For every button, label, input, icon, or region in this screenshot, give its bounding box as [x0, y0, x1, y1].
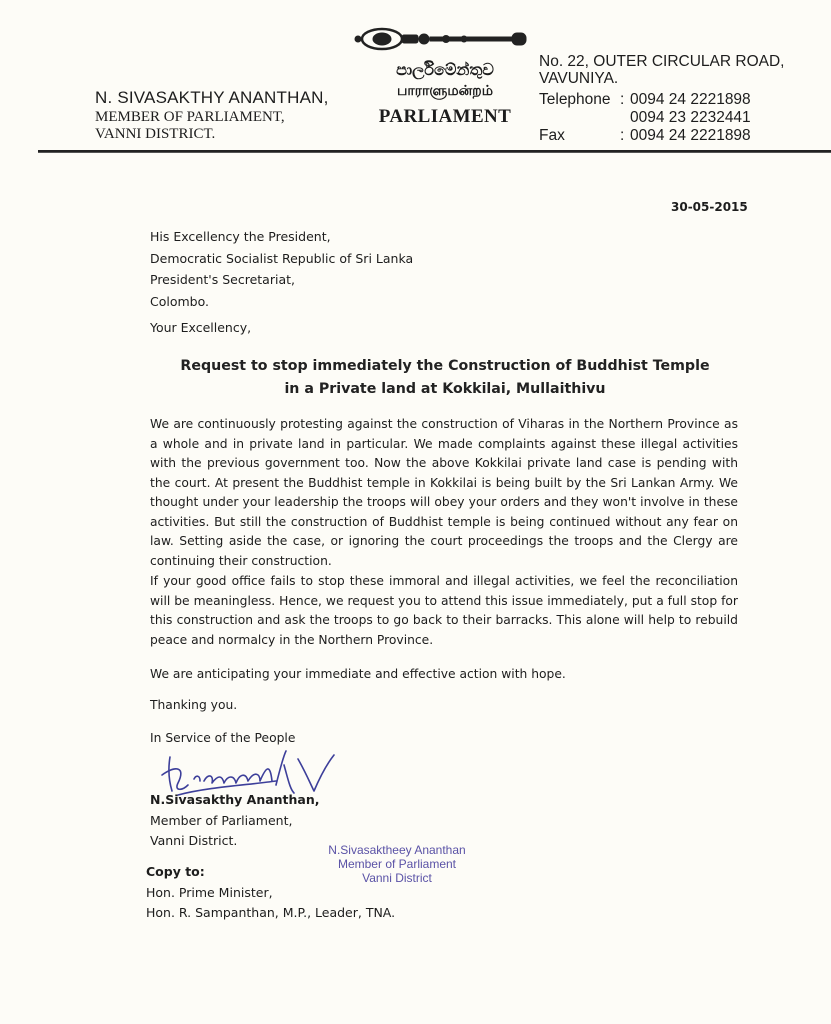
parliament-sinhala: පාර්ලිමේන්තුව [396, 60, 494, 79]
parliament-tamil: பாராளுமன்றம் [397, 83, 493, 99]
stamp-line-3: Vanni District [362, 871, 432, 885]
copy-recipient: Hon. Prime Minister, [146, 884, 273, 900]
letter-date: 30-05-2015 [671, 200, 748, 214]
subject-line-2: in a Private land at Kokkilai, Mullaithivu [284, 381, 606, 397]
mp-name: N. SIVASAKTHY ANANTHAN, [95, 88, 329, 107]
mp-district: VANNI DISTRICT. [95, 126, 216, 142]
body-paragraph-2: If your good office fails to stop these immoral and illegal activities, we feel the reconciliation will be meaningless. Hence, we request you to attend this issue immediately, put a full stop for this construction and ask the troops to go back to their barracks. This alone will help to rebuild peace and normalcy in the Northern Province. [150, 574, 738, 647]
signer-block [150, 790, 320, 852]
signer-name: N.Sivasakthy Ananthan, [150, 792, 320, 807]
contact-details [539, 91, 751, 145]
subject-line [160, 355, 730, 401]
parliament-english: PARLIAMENT [378, 106, 512, 127]
letterhead-divider [38, 150, 831, 153]
salutation: Your Excellency, [150, 320, 252, 335]
telephone-number-1: 0094 24 2221898 [630, 91, 751, 108]
closing-thanks: Thanking you. [150, 698, 238, 712]
fax-label: Fax [539, 127, 565, 144]
fax-number: 0094 24 2221898 [630, 127, 751, 144]
copy-to-block [146, 862, 395, 924]
stamp-line-1: N.Sivasaktheey Ananthan [328, 843, 466, 857]
addressee-block [150, 226, 413, 312]
signer-title: Member of Parliament, [150, 812, 293, 828]
body-paragraph-3: We are anticipating your immediate and effective action with hope. [150, 667, 566, 681]
telephone-number-2: 0094 23 2232441 [630, 109, 751, 126]
parliament-heading [360, 60, 530, 128]
addressee-line: Colombo. [150, 293, 210, 309]
copy-recipient: Hon. R. Sampanthan, M.P., Leader, TNA. [146, 905, 396, 920]
addressee-line: President's Secretariat, [150, 272, 295, 287]
telephone-separator: : [620, 91, 625, 108]
fax-row [539, 127, 751, 145]
mp-title: MEMBER OF PARLIAMENT, [95, 109, 285, 125]
telephone-row-2 [539, 109, 751, 127]
addressee-line: Democratic Socialist Republic of Sri Lanka [150, 250, 414, 266]
fax-separator: : [620, 127, 625, 144]
address-line-1: No. 22, OUTER CIRCULAR ROAD, [539, 53, 785, 70]
telephone-row [539, 91, 751, 109]
parliament-mace-emblem [352, 22, 532, 56]
address-line-2: VAVUNIYA. [539, 70, 619, 87]
copy-to-heading: Copy to: [146, 864, 205, 879]
subject-line-1: Request to stop immediately the Construction of Buddhist Temple [180, 358, 710, 374]
signer-district: Vanni District. [150, 833, 238, 848]
body-paragraph-1: We are continuously protesting against the construction of Viharas in the Northern Province as a whole and in private land in particular. We made complaints against these illegal activities with the previous government too. Now the above Kokkilai private land case is pending with the court. At present the Buddhist temple in Kokkilai is being built by the Sri Lankan Army. We thought under your leadership the troops will obey your orders and they won't involve in these activities. But still the construction of Buddhist temple is being continued without any fear on law. Setting aside the case, or ignoring the court proceedings the troops and the Clergy are continuing their construction. [150, 417, 738, 568]
stamp-line-2: Member of Parliament [337, 857, 457, 871]
closing-service: In Service of the People [150, 731, 296, 745]
office-address [539, 53, 784, 87]
telephone-label: Telephone [539, 91, 611, 108]
addressee-line: His Excellency the President, [150, 229, 331, 244]
